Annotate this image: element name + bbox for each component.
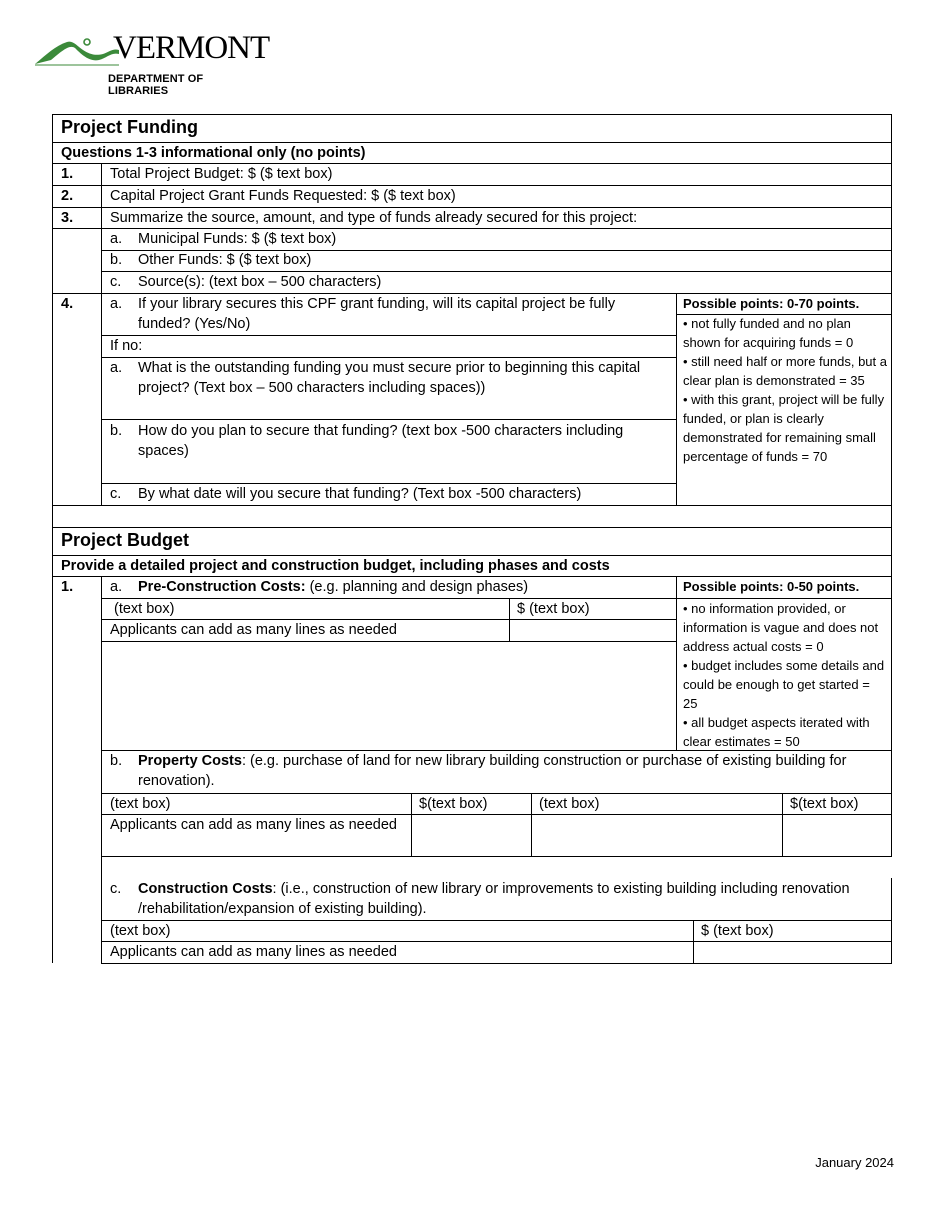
property-costs-bold: Property Costs xyxy=(138,753,242,769)
funding-sources-text: Source(s): (text box – 500 characters) xyxy=(138,274,382,290)
budget-points-25: • budget includes some details and could be enough to get started = 25 xyxy=(683,658,885,711)
construction-amount-input[interactable]: $ (text box) xyxy=(701,923,774,939)
budget-points-0: • no information provided, or information is vague and does not address actual costs = 0 xyxy=(683,601,879,654)
logo-word: VERMONT xyxy=(113,30,270,66)
item-label: b. xyxy=(110,753,123,769)
item-label: c. xyxy=(110,881,122,897)
budget-subtitle: Provide a detailed project and construction budget, including phases and costs xyxy=(61,558,610,574)
q2-number: 2. xyxy=(61,188,74,204)
outstanding-funding-text: What is the outstanding funding you must secure prior to beginning this capital project? (Text box – 500 characters including spaces)) xyxy=(138,360,641,396)
construction-item-input[interactable]: (text box) xyxy=(110,923,171,939)
property-item-input-1[interactable]: (text box) xyxy=(110,796,171,812)
other-funds-text: Other Funds: $ ($ text box) xyxy=(138,252,312,268)
pre-construction-bold: Pre-Construction Costs: xyxy=(138,579,306,595)
fully-funded-text: If your library secures this CPF grant funding, will its capital project be fully funded? (Yes/No) xyxy=(138,296,616,332)
mountain-logo-icon xyxy=(33,34,123,68)
construction-costs-bold: Construction Costs xyxy=(138,881,273,897)
item-label: a. xyxy=(110,296,123,312)
municipal-funds-field[interactable] xyxy=(110,229,336,249)
funding-date-text: By what date will you secure that funding? (Text box -500 characters) xyxy=(138,486,582,502)
funding-points-0: • not fully funded and no plan shown for acquiring funds = 0 xyxy=(683,316,854,350)
footer-date: January 2024 xyxy=(815,1155,894,1170)
item-label: c. xyxy=(110,274,122,290)
funding-points-35: • still need half or more funds, but a clear plan is demonstrated = 35 xyxy=(683,354,887,388)
grant-funds-requested-field[interactable]: Capital Project Grant Funds Requested: $ ($ text box) xyxy=(110,188,456,204)
municipal-funds-text: Municipal Funds: $ ($ text box) xyxy=(138,231,337,247)
budget-title: Project Budget xyxy=(61,530,190,550)
pre-construction-heading xyxy=(110,577,528,597)
q1-number: 1. xyxy=(61,166,74,182)
funding-points-rubric xyxy=(683,314,887,466)
outstanding-funding-field[interactable] xyxy=(110,358,670,398)
q3-number: 3. xyxy=(61,210,74,226)
other-funds-field[interactable] xyxy=(110,250,311,270)
property-item-input-2[interactable]: (text box) xyxy=(539,796,600,812)
q3-prompt: Summarize the source, amount, and type of funds already secured for this project: xyxy=(110,210,638,226)
property-amount-input-1[interactable]: $(text box) xyxy=(419,796,488,812)
funding-points-header: Possible points: 0-70 points. xyxy=(683,296,860,311)
funding-subtitle: Questions 1-3 informational only (no points) xyxy=(61,145,366,161)
pre-construction-add-lines: Applicants can add as many lines as needed xyxy=(110,622,397,638)
funding-plan-field[interactable] xyxy=(110,421,670,461)
logo-subtitle: DEPARTMENT OF LIBRARIES xyxy=(108,73,204,97)
item-label: a. xyxy=(110,579,123,595)
construction-costs-desc: : (i.e., construction of new library or improvements to existing building including renovation /rehabilitation/expansion of existing building). xyxy=(138,881,850,917)
budget-points-rubric xyxy=(683,599,887,751)
total-project-budget-field[interactable]: Total Project Budget: $ ($ text box) xyxy=(110,166,333,182)
item-label: b. xyxy=(110,252,123,268)
property-amount-input-2[interactable]: $(text box) xyxy=(790,796,859,812)
funding-title: Project Funding xyxy=(61,117,198,137)
item-label: a. xyxy=(110,231,123,247)
pre-construction-amount-input[interactable]: $ (text box) xyxy=(517,601,590,617)
construction-add-lines: Applicants can add as many lines as needed xyxy=(110,944,397,960)
budget-points-header: Possible points: 0-50 points. xyxy=(683,579,860,594)
funding-plan-text: How do you plan to secure that funding? (text box -500 characters including spaces) xyxy=(138,423,624,459)
property-costs-heading xyxy=(110,751,885,791)
pre-construction-item-input[interactable]: (text box) xyxy=(114,601,175,617)
funding-points-70: • with this grant, project will be fully funded, or plan is clearly demonstrated for remaining small percentage of funds = 70 xyxy=(683,392,885,464)
property-costs-desc: : (e.g. purchase of land for new library building construction or purchase of existing building for renovation). xyxy=(138,753,847,789)
funding-sources-field[interactable] xyxy=(110,272,381,292)
item-label: b. xyxy=(110,423,123,439)
q4-number: 4. xyxy=(61,296,74,312)
if-no-label: If no: xyxy=(110,338,143,354)
item-label: c. xyxy=(110,486,122,502)
budget-q1-number: 1. xyxy=(61,579,74,595)
pre-construction-desc: (e.g. planning and design phases) xyxy=(305,579,529,595)
fully-funded-question[interactable] xyxy=(110,294,670,334)
construction-costs-heading xyxy=(110,879,885,919)
vermont-libraries-logo xyxy=(33,30,270,97)
property-add-lines: Applicants can add as many lines as needed xyxy=(110,817,397,833)
budget-points-50: • all budget aspects iterated with clear estimates = 50 xyxy=(683,715,870,749)
funding-date-field[interactable] xyxy=(110,484,670,504)
item-label: a. xyxy=(110,360,123,376)
